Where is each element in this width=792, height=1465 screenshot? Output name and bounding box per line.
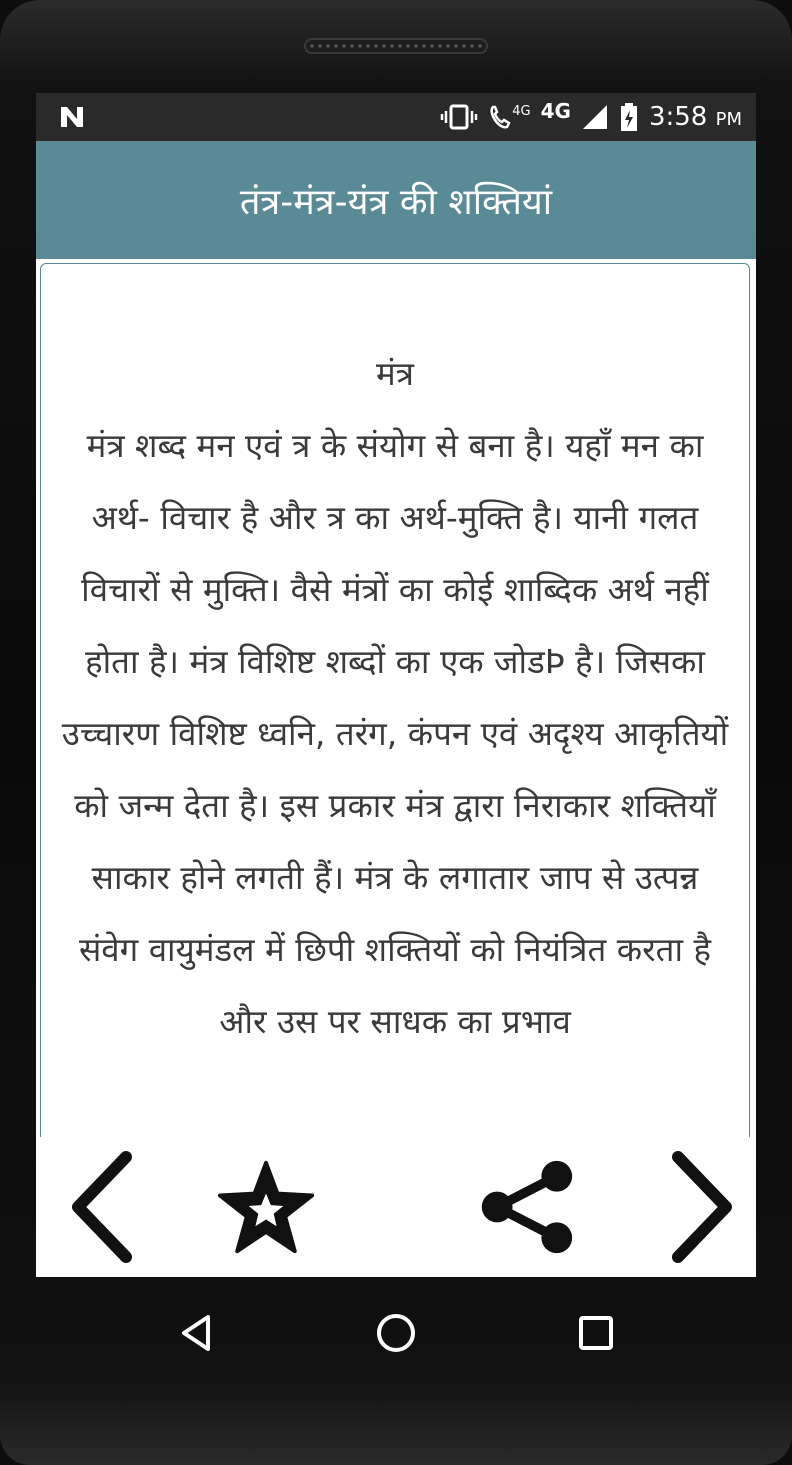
- article-heading: मंत्र: [376, 354, 414, 393]
- article-card[interactable]: [40, 263, 750, 1163]
- share-icon: [476, 1155, 576, 1259]
- call-network-label: 4G: [512, 104, 531, 119]
- star-icon: [216, 1155, 316, 1259]
- article-body: मंत्र शब्द मन एवं त्र के संयोग से बना है। यहाँ मन का अर्थ- विचार है और त्र का अर्थ-मुक्ति है। यानी गलत विचारों से मुक्ति। वैसे मंत्रों का कोई शाब्दिक अर्थ नहीं होता है। मंत्र विशिष्ट शब्दों का एक जोडÞ है। जिसका उच्चारण विशिष्ट ध्वनि, तरंग, कंपन एवं अदृश्य आकृतियों को जन्म देता है। इस प्रकार मंत्र द्वारा निराकार शक्तियाँ साकार होने लगती हैं। मंत्र के लगातार जाप से उत्पन्न संवेग वायुमंडल में छिपी शक्तियों को नियंत्रित करता है और उस पर साधक का प्रभाव: [61, 426, 729, 1041]
- phone-speaker: [304, 38, 488, 54]
- previous-button[interactable]: [54, 1149, 154, 1265]
- network-type-label: 4G: [540, 99, 571, 123]
- app-screen: [36, 93, 756, 1277]
- bottom-action-bar: [36, 1137, 756, 1277]
- vibrate-icon: [440, 104, 478, 130]
- back-triangle-icon: [176, 1313, 216, 1353]
- back-button[interactable]: [168, 1305, 224, 1361]
- article-content: [59, 338, 731, 1058]
- signal-icon: [581, 103, 609, 131]
- recents-square-icon: [577, 1314, 615, 1352]
- status-icons: [440, 93, 742, 141]
- call-4g: [488, 104, 530, 130]
- android-navigation-bar: [0, 1277, 792, 1387]
- n-notification-icon: [58, 105, 86, 129]
- app-bar: [36, 141, 756, 259]
- status-bar: [36, 93, 756, 141]
- app-title: तंत्र-मंत्र-यंत्र की शक्तियां: [239, 181, 553, 223]
- clock-time: 3:58: [648, 102, 708, 132]
- recents-button[interactable]: [568, 1305, 624, 1361]
- chevron-left-icon: [64, 1149, 144, 1265]
- favorite-button[interactable]: [216, 1149, 316, 1265]
- home-button[interactable]: [368, 1305, 424, 1361]
- share-button[interactable]: [476, 1149, 576, 1265]
- next-button[interactable]: [650, 1149, 750, 1265]
- clock-ampm: PM: [715, 109, 742, 130]
- home-circle-icon: [375, 1312, 417, 1354]
- chevron-right-icon: [660, 1149, 740, 1265]
- clock: [649, 102, 742, 132]
- phone-call-icon: [488, 104, 512, 130]
- battery-charging-icon: [619, 102, 639, 132]
